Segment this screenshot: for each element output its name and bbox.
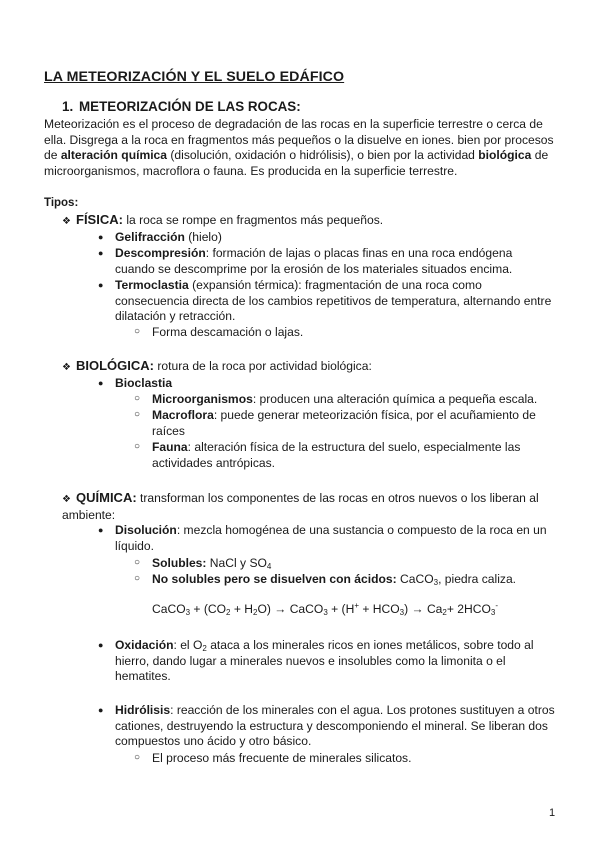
eq-part: ) → Ca	[404, 602, 443, 616]
silicatos-text: El proceso más frecuente de minerales silicatos.	[152, 751, 412, 765]
section-heading	[62, 99, 301, 115]
oxidacion-label: Oxidación	[115, 638, 174, 652]
circle-bullet-icon: ○	[134, 573, 141, 584]
descompresion-label: Descompresión	[115, 246, 206, 260]
sublist-item-solubles	[134, 556, 552, 572]
page-number: 1	[549, 807, 556, 819]
disolucion-text: : mezcla homogénea de una sustancia o compuesto de la roca en un líquido.	[115, 523, 547, 553]
eq-part: + 2HCO	[446, 602, 491, 616]
list-item-termoclastia	[98, 278, 555, 325]
biologica-heading: BIOLÓGICA:	[76, 358, 154, 373]
bullet-icon: ●	[98, 378, 104, 388]
section-number: 1.	[62, 99, 74, 114]
category-biologica	[62, 358, 557, 376]
oxidacion-text-2: ataca a los minerales ricos en iones metálicos, sobre todo al hierro, dando lugar a minerales nuevos e insolubles como la limonita o el hematites.	[115, 638, 534, 683]
microorganismos-text: : producen una alteración química a pequeña escala.	[252, 392, 538, 406]
eq-part: CaCO	[152, 602, 186, 616]
bullet-icon: ●	[98, 232, 104, 242]
fisica-heading: FÍSICA:	[76, 212, 123, 227]
bullet-icon: ●	[98, 640, 104, 650]
list-item-hidrolisis	[98, 703, 555, 750]
diamond-bullet-icon: ❖	[62, 362, 71, 373]
intro-text-1: Meteorización es el proceso de degradación de las rocas en la superficie terrestre o cerca de ella. Disgrega a la roca en fragmentos más pequeños o la disuelve en iones. bien por procesos de	[44, 117, 554, 162]
termoclastia-text: (expansión térmica): fragmentación de una roca como consecuencia directa de los cambios repetitivos de temperatura, alternando entre dilatación y retracción.	[115, 278, 552, 323]
microorganismos-label: Microorganismos	[152, 392, 253, 406]
chemical-equation	[152, 602, 498, 618]
document-title: LA METEORIZACIÓN Y EL SUELO EDÁFICO	[44, 69, 345, 85]
eq-part: + (H	[327, 602, 355, 616]
solubles-text: NaCl y SO	[206, 556, 267, 570]
macroflora-text: : puede generar meteorización física, por el acuñamiento de raíces	[152, 408, 536, 438]
eq-part: + (CO	[190, 602, 227, 616]
sublist-item-fauna	[134, 440, 552, 471]
solubles-subscript: 4	[266, 562, 272, 571]
sublist-item-descamacion	[134, 325, 552, 341]
gelifraccion-text: (hielo)	[184, 230, 222, 244]
quimica-heading: QUÍMICA:	[76, 490, 137, 505]
circle-bullet-icon: ○	[134, 409, 141, 420]
biologica-text: rotura de la roca por actividad biológica:	[154, 359, 372, 373]
no-solubles-label: No solubles pero se disuelven con ácidos:	[152, 572, 397, 586]
disolucion-label: Disolución	[115, 523, 177, 537]
tipos-label: Tipos:	[44, 197, 79, 209]
sublist-item-microorganismos	[134, 392, 552, 408]
eq-sub: 3	[185, 608, 191, 617]
category-fisica	[62, 212, 557, 230]
eq-sub: 2	[442, 608, 447, 617]
circle-bullet-icon: ○	[134, 557, 141, 568]
oxidacion-subscript: 2	[202, 644, 207, 653]
sublist-item-silicatos	[134, 751, 552, 767]
intro-bold-biologica: biológica	[478, 148, 532, 162]
circle-bullet-icon: ○	[134, 393, 141, 404]
bioclastia-label: Bioclastia	[115, 376, 173, 390]
list-item-descompresion	[98, 246, 555, 277]
termoclastia-label: Termoclastia	[115, 278, 189, 292]
descompresion-text: : formación de lajas o placas finas en una roca endógena cuando se descomprime por la erosión de los materiales situados encima.	[115, 246, 513, 276]
hidrolisis-label: Hidrólisis	[115, 703, 171, 717]
sublist-item-macroflora	[134, 408, 552, 439]
circle-bullet-icon: ○	[134, 752, 141, 763]
eq-sub: 3	[490, 608, 496, 617]
list-item-bioclastia	[98, 376, 555, 392]
intro-paragraph	[44, 117, 559, 179]
sublist-item-no-solubles	[134, 572, 552, 588]
bullet-icon: ●	[98, 525, 104, 535]
list-item-oxidacion	[98, 638, 555, 685]
section-heading-text: METEORIZACIÓN DE LAS ROCAS:	[79, 99, 301, 114]
hidrolisis-text: : reacción de los minerales con el agua. Los protones sustituyen a otros cationes, destruyendo la estructura y descomponiendo el mineral. Se liberan dos compuestos uno ácido y otro básico.	[115, 703, 555, 748]
no-solubles-text: CaCO	[396, 572, 434, 586]
eq-sup: -	[495, 601, 499, 610]
oxidacion-text-1: : el O	[173, 638, 203, 652]
eq-sub: 2	[226, 608, 231, 617]
circle-bullet-icon: ○	[134, 441, 141, 452]
eq-sub: 3	[323, 608, 328, 617]
gelifraccion-label: Gelifracción	[115, 230, 185, 244]
eq-part: + H	[230, 602, 253, 616]
fauna-label: Fauna	[152, 440, 188, 454]
bullet-icon: ●	[98, 280, 104, 290]
quimica-text: transforman los componentes de las rocas en otros nuevos o los liberan al ambiente:	[62, 491, 539, 522]
bullet-icon: ●	[98, 705, 104, 715]
list-item-gelifraccion	[98, 230, 555, 246]
diamond-bullet-icon: ❖	[62, 216, 71, 227]
eq-part: O) → CaCO	[257, 602, 324, 616]
eq-sup: +	[354, 601, 359, 610]
fauna-text: : alteración física de la estructura del suelo, especialmente las actividades antrópicas.	[152, 440, 521, 470]
intro-text-3: de microorganismos, macroflora o fauna. Es producida en la superficie terrestre.	[44, 148, 549, 178]
solubles-label: Solubles:	[152, 556, 207, 570]
bullet-icon: ●	[98, 248, 104, 258]
diamond-bullet-icon: ❖	[62, 494, 71, 505]
intro-bold-alteracion: alteración química	[60, 148, 168, 162]
eq-part: + HCO	[358, 602, 400, 616]
descamacion-text: Forma descamación o lajas.	[152, 325, 304, 339]
macroflora-label: Macroflora	[152, 408, 214, 422]
category-quimica	[62, 490, 557, 523]
intro-text-2: (disolución, oxidación o hidrólisis), o bien por la actividad	[167, 148, 479, 162]
fisica-text: la roca se rompe en fragmentos más pequeños.	[122, 213, 384, 227]
list-item-disolucion	[98, 523, 555, 554]
no-solubles-subscript: 3	[433, 578, 439, 587]
eq-sub: 3	[399, 608, 405, 617]
no-solubles-text-2: , piedra caliza.	[438, 572, 517, 586]
eq-sub: 2	[253, 608, 258, 617]
circle-bullet-icon: ○	[134, 326, 141, 337]
